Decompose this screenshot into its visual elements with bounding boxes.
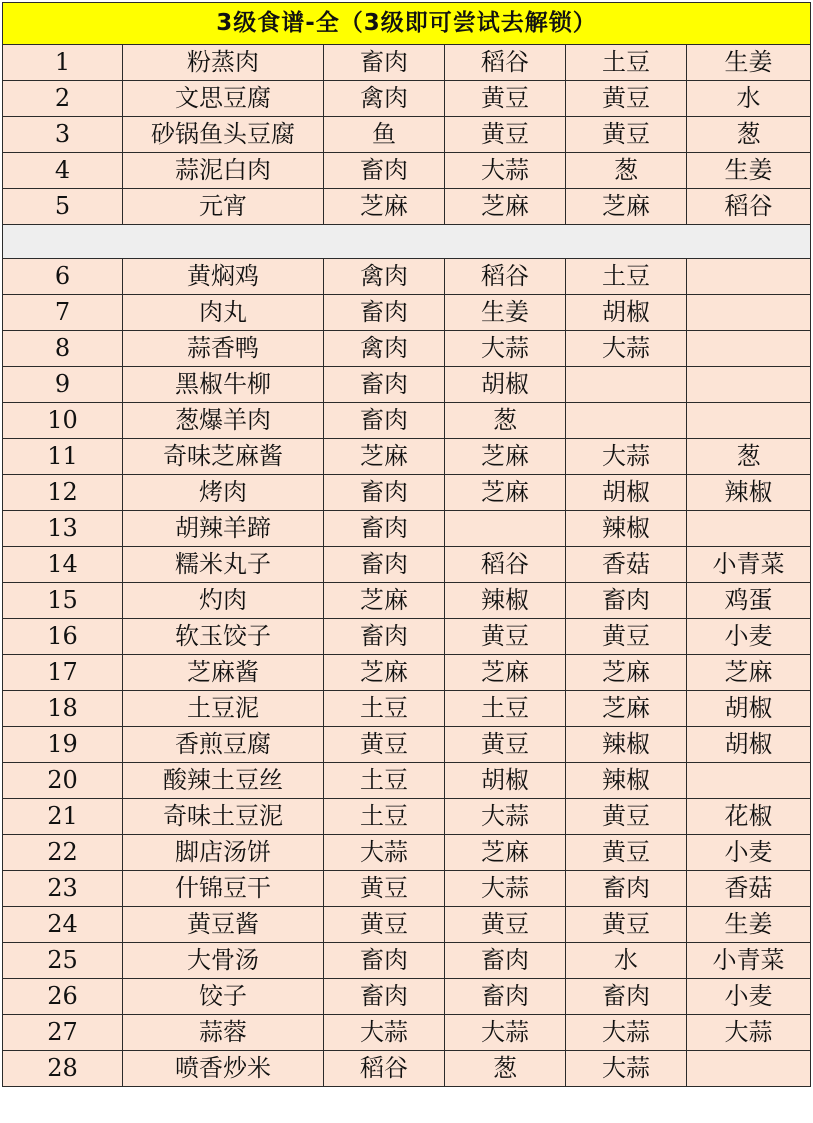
recipe-name: 香煎豆腐 [123, 727, 324, 763]
ingredient-2: 芝麻 [445, 835, 566, 871]
recipe-name: 芝麻酱 [123, 655, 324, 691]
ingredient-3: 黄豆 [566, 117, 687, 153]
ingredient-3: 香菇 [566, 547, 687, 583]
recipe-number: 2 [3, 81, 123, 117]
recipe-name: 土豆泥 [123, 691, 324, 727]
recipe-name: 饺子 [123, 979, 324, 1015]
ingredient-4: 小麦 [687, 835, 811, 871]
ingredient-1: 芝麻 [324, 655, 445, 691]
table-row [3, 511, 811, 547]
ingredient-4: 水 [687, 81, 811, 117]
ingredient-1: 大蒜 [324, 1015, 445, 1051]
recipe-name: 粉蒸肉 [123, 45, 324, 81]
recipe-name: 胡辣羊蹄 [123, 511, 324, 547]
ingredient-4: 芝麻 [687, 655, 811, 691]
ingredient-4: 胡椒 [687, 691, 811, 727]
ingredient-1: 畜肉 [324, 367, 445, 403]
table-title: 3级食谱-全（3级即可尝试去解锁） [3, 3, 811, 45]
ingredient-1: 畜肉 [324, 403, 445, 439]
table-row [3, 295, 811, 331]
ingredient-2: 黄豆 [445, 907, 566, 943]
separator-row [3, 225, 811, 259]
recipe-number: 6 [3, 259, 123, 295]
ingredient-1: 黄豆 [324, 727, 445, 763]
table-row [3, 763, 811, 799]
table-row [3, 619, 811, 655]
recipe-name: 软玉饺子 [123, 619, 324, 655]
table-row [3, 1015, 811, 1051]
ingredient-1: 土豆 [324, 691, 445, 727]
table-row [3, 547, 811, 583]
ingredient-1: 大蒜 [324, 835, 445, 871]
ingredient-3: 畜肉 [566, 979, 687, 1015]
ingredient-2: 芝麻 [445, 189, 566, 225]
recipe-name: 蒜香鸭 [123, 331, 324, 367]
recipe-number: 1 [3, 45, 123, 81]
recipe-name: 什锦豆干 [123, 871, 324, 907]
ingredient-2: 大蒜 [445, 331, 566, 367]
ingredient-4: 葱 [687, 439, 811, 475]
ingredient-4 [687, 511, 811, 547]
ingredient-1: 畜肉 [324, 475, 445, 511]
recipe-number: 19 [3, 727, 123, 763]
ingredient-2: 土豆 [445, 691, 566, 727]
ingredient-3 [566, 403, 687, 439]
ingredient-1: 鱼 [324, 117, 445, 153]
recipe-number: 26 [3, 979, 123, 1015]
table-row [3, 583, 811, 619]
recipe-name: 文思豆腐 [123, 81, 324, 117]
ingredient-2: 稻谷 [445, 259, 566, 295]
table-row [3, 81, 811, 117]
ingredient-3: 芝麻 [566, 655, 687, 691]
table-row [3, 943, 811, 979]
ingredient-4: 鸡蛋 [687, 583, 811, 619]
ingredient-1: 禽肉 [324, 81, 445, 117]
ingredient-2: 生姜 [445, 295, 566, 331]
title-row [3, 3, 811, 45]
ingredient-2: 稻谷 [445, 547, 566, 583]
recipe-number: 11 [3, 439, 123, 475]
ingredient-2: 大蒜 [445, 1015, 566, 1051]
ingredient-2: 葱 [445, 1051, 566, 1087]
recipe-name: 肉丸 [123, 295, 324, 331]
ingredient-2 [445, 511, 566, 547]
recipe-name: 烤肉 [123, 475, 324, 511]
ingredient-4 [687, 403, 811, 439]
ingredient-2: 黄豆 [445, 117, 566, 153]
table-row [3, 189, 811, 225]
ingredient-4: 大蒜 [687, 1015, 811, 1051]
ingredient-3 [566, 367, 687, 403]
ingredient-1: 畜肉 [324, 547, 445, 583]
recipe-name: 喷香炒米 [123, 1051, 324, 1087]
table-row [3, 367, 811, 403]
ingredient-3: 辣椒 [566, 763, 687, 799]
table-row [3, 153, 811, 189]
ingredient-3: 黄豆 [566, 835, 687, 871]
ingredient-3: 大蒜 [566, 1015, 687, 1051]
ingredient-3: 芝麻 [566, 691, 687, 727]
ingredient-3: 胡椒 [566, 295, 687, 331]
recipe-number: 10 [3, 403, 123, 439]
ingredient-1: 畜肉 [324, 45, 445, 81]
ingredient-4: 生姜 [687, 907, 811, 943]
recipe-number: 8 [3, 331, 123, 367]
recipe-number: 23 [3, 871, 123, 907]
ingredient-2: 芝麻 [445, 475, 566, 511]
recipe-name: 黄豆酱 [123, 907, 324, 943]
ingredient-2: 畜肉 [445, 943, 566, 979]
recipe-name: 脚店汤饼 [123, 835, 324, 871]
ingredient-1: 畜肉 [324, 511, 445, 547]
recipe-number: 13 [3, 511, 123, 547]
ingredient-4: 胡椒 [687, 727, 811, 763]
ingredient-3: 胡椒 [566, 475, 687, 511]
ingredient-3: 畜肉 [566, 871, 687, 907]
ingredient-1: 芝麻 [324, 583, 445, 619]
recipe-number: 27 [3, 1015, 123, 1051]
table-row [3, 259, 811, 295]
ingredient-2: 黄豆 [445, 81, 566, 117]
ingredient-3: 黄豆 [566, 907, 687, 943]
recipe-sheet [2, 2, 810, 1087]
ingredient-1: 畜肉 [324, 619, 445, 655]
recipe-number: 25 [3, 943, 123, 979]
ingredient-1: 稻谷 [324, 1051, 445, 1087]
ingredient-2: 葱 [445, 403, 566, 439]
separator-cell [3, 225, 811, 259]
recipe-number: 7 [3, 295, 123, 331]
table-row [3, 45, 811, 81]
ingredient-2: 黄豆 [445, 727, 566, 763]
ingredient-3: 大蒜 [566, 1051, 687, 1087]
ingredient-2: 黄豆 [445, 619, 566, 655]
ingredient-4: 小青菜 [687, 943, 811, 979]
ingredient-3: 水 [566, 943, 687, 979]
ingredient-4 [687, 295, 811, 331]
recipe-name: 砂锅鱼头豆腐 [123, 117, 324, 153]
ingredient-4 [687, 367, 811, 403]
recipe-name: 灼肉 [123, 583, 324, 619]
ingredient-2: 辣椒 [445, 583, 566, 619]
recipe-name: 蒜蓉 [123, 1015, 324, 1051]
recipe-number: 9 [3, 367, 123, 403]
ingredient-4: 小麦 [687, 979, 811, 1015]
ingredient-4: 生姜 [687, 45, 811, 81]
ingredient-2: 稻谷 [445, 45, 566, 81]
ingredient-4 [687, 259, 811, 295]
recipe-number: 21 [3, 799, 123, 835]
recipe-name: 蒜泥白肉 [123, 153, 324, 189]
ingredient-3: 葱 [566, 153, 687, 189]
ingredient-3: 辣椒 [566, 511, 687, 547]
ingredient-4: 生姜 [687, 153, 811, 189]
ingredient-2: 胡椒 [445, 367, 566, 403]
ingredient-3: 黄豆 [566, 619, 687, 655]
ingredient-4: 小青菜 [687, 547, 811, 583]
recipe-name: 葱爆羊肉 [123, 403, 324, 439]
recipe-table [2, 2, 811, 1087]
recipe-number: 4 [3, 153, 123, 189]
ingredient-4: 小麦 [687, 619, 811, 655]
recipe-number: 17 [3, 655, 123, 691]
recipe-number: 5 [3, 189, 123, 225]
ingredient-4: 稻谷 [687, 189, 811, 225]
table-row [3, 1051, 811, 1087]
recipe-name: 元宵 [123, 189, 324, 225]
ingredient-3: 大蒜 [566, 439, 687, 475]
ingredient-1: 芝麻 [324, 439, 445, 475]
ingredient-3: 畜肉 [566, 583, 687, 619]
ingredient-3: 辣椒 [566, 727, 687, 763]
ingredient-2: 芝麻 [445, 655, 566, 691]
recipe-number: 18 [3, 691, 123, 727]
table-row [3, 475, 811, 511]
table-row [3, 403, 811, 439]
ingredient-2: 畜肉 [445, 979, 566, 1015]
ingredient-4 [687, 1051, 811, 1087]
recipe-number: 15 [3, 583, 123, 619]
ingredient-1: 禽肉 [324, 331, 445, 367]
ingredient-4: 花椒 [687, 799, 811, 835]
ingredient-1: 禽肉 [324, 259, 445, 295]
ingredient-4: 葱 [687, 117, 811, 153]
ingredient-2: 大蒜 [445, 871, 566, 907]
ingredient-4 [687, 763, 811, 799]
ingredient-3: 芝麻 [566, 189, 687, 225]
table-row [3, 691, 811, 727]
ingredient-3: 黄豆 [566, 799, 687, 835]
recipe-name: 奇味土豆泥 [123, 799, 324, 835]
table-row [3, 655, 811, 691]
recipe-name: 黑椒牛柳 [123, 367, 324, 403]
ingredient-1: 土豆 [324, 799, 445, 835]
recipe-number: 14 [3, 547, 123, 583]
ingredient-1: 畜肉 [324, 943, 445, 979]
ingredient-1: 畜肉 [324, 295, 445, 331]
ingredient-1: 黄豆 [324, 871, 445, 907]
recipe-name: 奇味芝麻酱 [123, 439, 324, 475]
recipe-number: 16 [3, 619, 123, 655]
ingredient-2: 芝麻 [445, 439, 566, 475]
ingredient-1: 土豆 [324, 763, 445, 799]
ingredient-1: 芝麻 [324, 189, 445, 225]
ingredient-3: 黄豆 [566, 81, 687, 117]
recipe-number: 22 [3, 835, 123, 871]
ingredient-1: 黄豆 [324, 907, 445, 943]
recipe-number: 24 [3, 907, 123, 943]
recipe-number: 28 [3, 1051, 123, 1087]
ingredient-3: 土豆 [566, 259, 687, 295]
recipe-number: 12 [3, 475, 123, 511]
ingredient-3: 土豆 [566, 45, 687, 81]
table-row [3, 799, 811, 835]
table-row [3, 835, 811, 871]
recipe-number: 20 [3, 763, 123, 799]
ingredient-4: 香菇 [687, 871, 811, 907]
ingredient-1: 畜肉 [324, 153, 445, 189]
recipe-name: 酸辣土豆丝 [123, 763, 324, 799]
ingredient-2: 大蒜 [445, 799, 566, 835]
recipe-number: 3 [3, 117, 123, 153]
ingredient-3: 大蒜 [566, 331, 687, 367]
table-row [3, 117, 811, 153]
table-row [3, 907, 811, 943]
ingredient-4: 辣椒 [687, 475, 811, 511]
recipe-name: 黄焖鸡 [123, 259, 324, 295]
table-row [3, 439, 811, 475]
table-row [3, 727, 811, 763]
table-row [3, 871, 811, 907]
ingredient-1: 畜肉 [324, 979, 445, 1015]
ingredient-2: 胡椒 [445, 763, 566, 799]
recipe-name: 糯米丸子 [123, 547, 324, 583]
ingredient-2: 大蒜 [445, 153, 566, 189]
ingredient-4 [687, 331, 811, 367]
recipe-name: 大骨汤 [123, 943, 324, 979]
table-row [3, 331, 811, 367]
table-row [3, 979, 811, 1015]
